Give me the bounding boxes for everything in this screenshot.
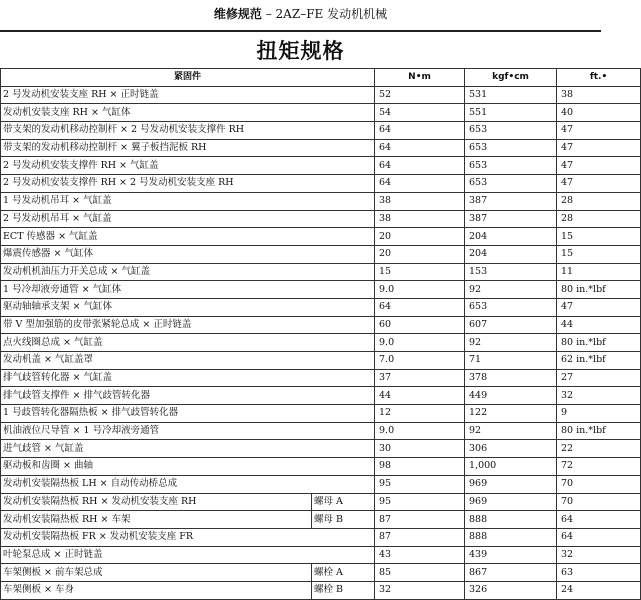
table-row: [1, 352, 641, 370]
kgfcm-cell: 71: [465, 352, 557, 370]
ftlbf-cell: 47: [557, 175, 641, 193]
fastener-cell: 发动机安装隔热板 RH × 车架: [1, 511, 312, 529]
ftlbf-cell: 22: [557, 440, 641, 458]
table-row: [1, 475, 641, 493]
fastener-cell: 1 号歧管转化器隔热板 × 排气歧管转化器: [1, 405, 375, 423]
nm-cell: 30: [375, 440, 465, 458]
torque-spec-table: [0, 68, 641, 600]
table-row: [1, 263, 641, 281]
header-title-bold: 维修规范: [213, 7, 262, 21]
fastener-cell: 发动机安装隔热板 RH × 发动机安装支座 RH: [1, 493, 312, 511]
nm-cell: 60: [375, 316, 465, 334]
kgfcm-cell: 387: [465, 210, 557, 228]
nm-cell: 38: [375, 192, 465, 210]
table-row: [1, 546, 641, 564]
table-body: [1, 86, 641, 599]
table-row: [1, 86, 641, 104]
table-row: [1, 157, 641, 175]
fastener-sub-cell: 螺栓 A: [312, 564, 375, 582]
ftlbf-cell: 15: [557, 228, 641, 246]
kgfcm-cell: 153: [465, 263, 557, 281]
ftlbf-cell: 28: [557, 210, 641, 228]
nm-cell: 64: [375, 157, 465, 175]
fastener-cell: 发动机安装支座 RH × 气缸体: [1, 104, 375, 122]
nm-cell: 32: [375, 581, 465, 599]
col-header-ftlbf: ft.•: [557, 69, 641, 87]
ftlbf-cell: 62 in.*lbf: [557, 352, 641, 370]
nm-cell: 64: [375, 298, 465, 316]
fastener-cell: 发动机机油压力开关总成 × 气缸盖: [1, 263, 375, 281]
nm-cell: 37: [375, 369, 465, 387]
table-row: [1, 369, 641, 387]
ftlbf-cell: 24: [557, 581, 641, 599]
table-row: [1, 228, 641, 246]
kgfcm-cell: 92: [465, 422, 557, 440]
ftlbf-cell: 47: [557, 139, 641, 157]
nm-cell: 98: [375, 458, 465, 476]
nm-cell: 15: [375, 263, 465, 281]
table-row: [1, 334, 641, 352]
fastener-cell: 发动机安装隔热板 FR × 发动机安装支座 FR: [1, 528, 375, 546]
ftlbf-cell: 27: [557, 369, 641, 387]
kgfcm-cell: 653: [465, 175, 557, 193]
kgfcm-cell: 306: [465, 440, 557, 458]
kgfcm-cell: 204: [465, 228, 557, 246]
fastener-cell: 爆震传感器 × 气缸体: [1, 245, 375, 263]
table-row: [1, 511, 641, 529]
table-row: [1, 528, 641, 546]
kgfcm-cell: 653: [465, 122, 557, 140]
nm-cell: 54: [375, 104, 465, 122]
header-title-rest: – 2AZ–FE 发动机机械: [261, 7, 388, 21]
ftlbf-cell: 70: [557, 493, 641, 511]
kgfcm-cell: 204: [465, 245, 557, 263]
nm-cell: 95: [375, 493, 465, 511]
fastener-cell: 叶轮泵总成 × 正时链盖: [1, 546, 375, 564]
kgfcm-cell: 92: [465, 281, 557, 299]
header-rule: [0, 30, 601, 32]
ftlbf-cell: 28: [557, 192, 641, 210]
nm-cell: 95: [375, 475, 465, 493]
fastener-cell: 带支架的发动机移动控制杆 × 2 号发动机安装支撑件 RH: [1, 122, 375, 140]
table-row: [1, 316, 641, 334]
ftlbf-cell: 72: [557, 458, 641, 476]
fastener-sub-cell: 螺栓 B: [312, 581, 375, 599]
col-header-kgfcm: kgf•cm: [465, 69, 557, 87]
fastener-cell: 车架侧板 × 前车架总成: [1, 564, 312, 582]
kgfcm-cell: 1,000: [465, 458, 557, 476]
ftlbf-cell: 64: [557, 528, 641, 546]
table-row: [1, 122, 641, 140]
ftlbf-cell: 80 in.*lbf: [557, 281, 641, 299]
ftlbf-cell: 44: [557, 316, 641, 334]
fastener-cell: 车架侧板 × 车身: [1, 581, 312, 599]
table-row: [1, 387, 641, 405]
table-row: [1, 175, 641, 193]
kgfcm-cell: 551: [465, 104, 557, 122]
ftlbf-cell: 15: [557, 245, 641, 263]
document-header: [0, 0, 601, 28]
nm-cell: 52: [375, 86, 465, 104]
fastener-cell: 点火线圈总成 × 气缸盖: [1, 334, 375, 352]
kgfcm-cell: 653: [465, 157, 557, 175]
ftlbf-cell: 70: [557, 475, 641, 493]
fastener-cell: 发动机安装隔热板 LH × 自动传动桥总成: [1, 475, 375, 493]
col-header-fastener: 紧固件: [1, 69, 375, 87]
fastener-cell: 1 号发动机吊耳 × 气缸盖: [1, 192, 375, 210]
fastener-cell: 1 号冷却液旁通管 × 气缸体: [1, 281, 375, 299]
nm-cell: 87: [375, 511, 465, 529]
nm-cell: 85: [375, 564, 465, 582]
table-row: [1, 581, 641, 599]
ftlbf-cell: 9: [557, 405, 641, 423]
nm-cell: 64: [375, 122, 465, 140]
ftlbf-cell: 80 in.*lbf: [557, 334, 641, 352]
fastener-cell: 驱动板和齿圈 × 曲轴: [1, 458, 375, 476]
fastener-cell: 机油液位尺导管 × 1 号冷却液旁通管: [1, 422, 375, 440]
table-row: [1, 281, 641, 299]
nm-cell: 64: [375, 139, 465, 157]
ftlbf-cell: 63: [557, 564, 641, 582]
fastener-sub-cell: 螺母 A: [312, 493, 375, 511]
kgfcm-cell: 326: [465, 581, 557, 599]
ftlbf-cell: 11: [557, 263, 641, 281]
table-row: [1, 493, 641, 511]
ftlbf-cell: 80 in.*lbf: [557, 422, 641, 440]
col-header-nm: N•m: [375, 69, 465, 87]
kgfcm-cell: 653: [465, 298, 557, 316]
fastener-cell: 驱动轴轴承支架 × 气缸体: [1, 298, 375, 316]
nm-cell: 44: [375, 387, 465, 405]
kgfcm-cell: 653: [465, 139, 557, 157]
kgfcm-cell: 387: [465, 192, 557, 210]
nm-cell: 64: [375, 175, 465, 193]
kgfcm-cell: 607: [465, 316, 557, 334]
nm-cell: 9.0: [375, 334, 465, 352]
table-row: [1, 422, 641, 440]
kgfcm-cell: 531: [465, 86, 557, 104]
nm-cell: 87: [375, 528, 465, 546]
nm-cell: 9.0: [375, 422, 465, 440]
ftlbf-cell: 47: [557, 157, 641, 175]
ftlbf-cell: 47: [557, 122, 641, 140]
table-row: [1, 458, 641, 476]
nm-cell: 38: [375, 210, 465, 228]
kgfcm-cell: 867: [465, 564, 557, 582]
ftlbf-cell: 32: [557, 387, 641, 405]
kgfcm-cell: 888: [465, 528, 557, 546]
kgfcm-cell: 888: [465, 511, 557, 529]
nm-cell: 43: [375, 546, 465, 564]
ftlbf-cell: 40: [557, 104, 641, 122]
fastener-cell: 排气歧管转化器 × 气缸盖: [1, 369, 375, 387]
fastener-cell: 2 号发动机安装支座 RH × 正时链盖: [1, 86, 375, 104]
fastener-cell: 带 V 型加强筋的皮带张紧轮总成 × 正时链盖: [1, 316, 375, 334]
table-row: [1, 298, 641, 316]
table-row: [1, 104, 641, 122]
table-row: [1, 440, 641, 458]
table-row: [1, 192, 641, 210]
table-row: [1, 139, 641, 157]
kgfcm-cell: 439: [465, 546, 557, 564]
table-row: [1, 245, 641, 263]
nm-cell: 7.0: [375, 352, 465, 370]
fastener-cell: 带支架的发动机移动控制杆 × 翼子板挡泥板 RH: [1, 139, 375, 157]
ftlbf-cell: 64: [557, 511, 641, 529]
nm-cell: 12: [375, 405, 465, 423]
kgfcm-cell: 969: [465, 475, 557, 493]
fastener-cell: 2 号发动机安装支撑件 RH × 气缸盖: [1, 157, 375, 175]
kgfcm-cell: 449: [465, 387, 557, 405]
ftlbf-cell: 32: [557, 546, 641, 564]
fastener-cell: 发动机盖 × 气缸盖罩: [1, 352, 375, 370]
kgfcm-cell: 92: [465, 334, 557, 352]
table-header-row: [1, 69, 641, 87]
table-row: [1, 405, 641, 423]
fastener-sub-cell: 螺母 B: [312, 511, 375, 529]
kgfcm-cell: 122: [465, 405, 557, 423]
fastener-cell: 2 号发动机吊耳 × 气缸盖: [1, 210, 375, 228]
table-row: [1, 210, 641, 228]
fastener-cell: 进气歧管 × 气缸盖: [1, 440, 375, 458]
ftlbf-cell: 47: [557, 298, 641, 316]
page-title: 扭矩规格: [256, 39, 345, 63]
ftlbf-cell: 38: [557, 86, 641, 104]
kgfcm-cell: 378: [465, 369, 557, 387]
fastener-cell: 排气歧管支撑件 × 排气歧管转化器: [1, 387, 375, 405]
kgfcm-cell: 969: [465, 493, 557, 511]
nm-cell: 20: [375, 245, 465, 263]
nm-cell: 20: [375, 228, 465, 246]
fastener-cell: ECT 传感器 × 气缸盖: [1, 228, 375, 246]
fastener-cell: 2 号发动机安装支撑件 RH × 2 号发动机安装支座 RH: [1, 175, 375, 193]
nm-cell: 9.0: [375, 281, 465, 299]
table-row: [1, 564, 641, 582]
